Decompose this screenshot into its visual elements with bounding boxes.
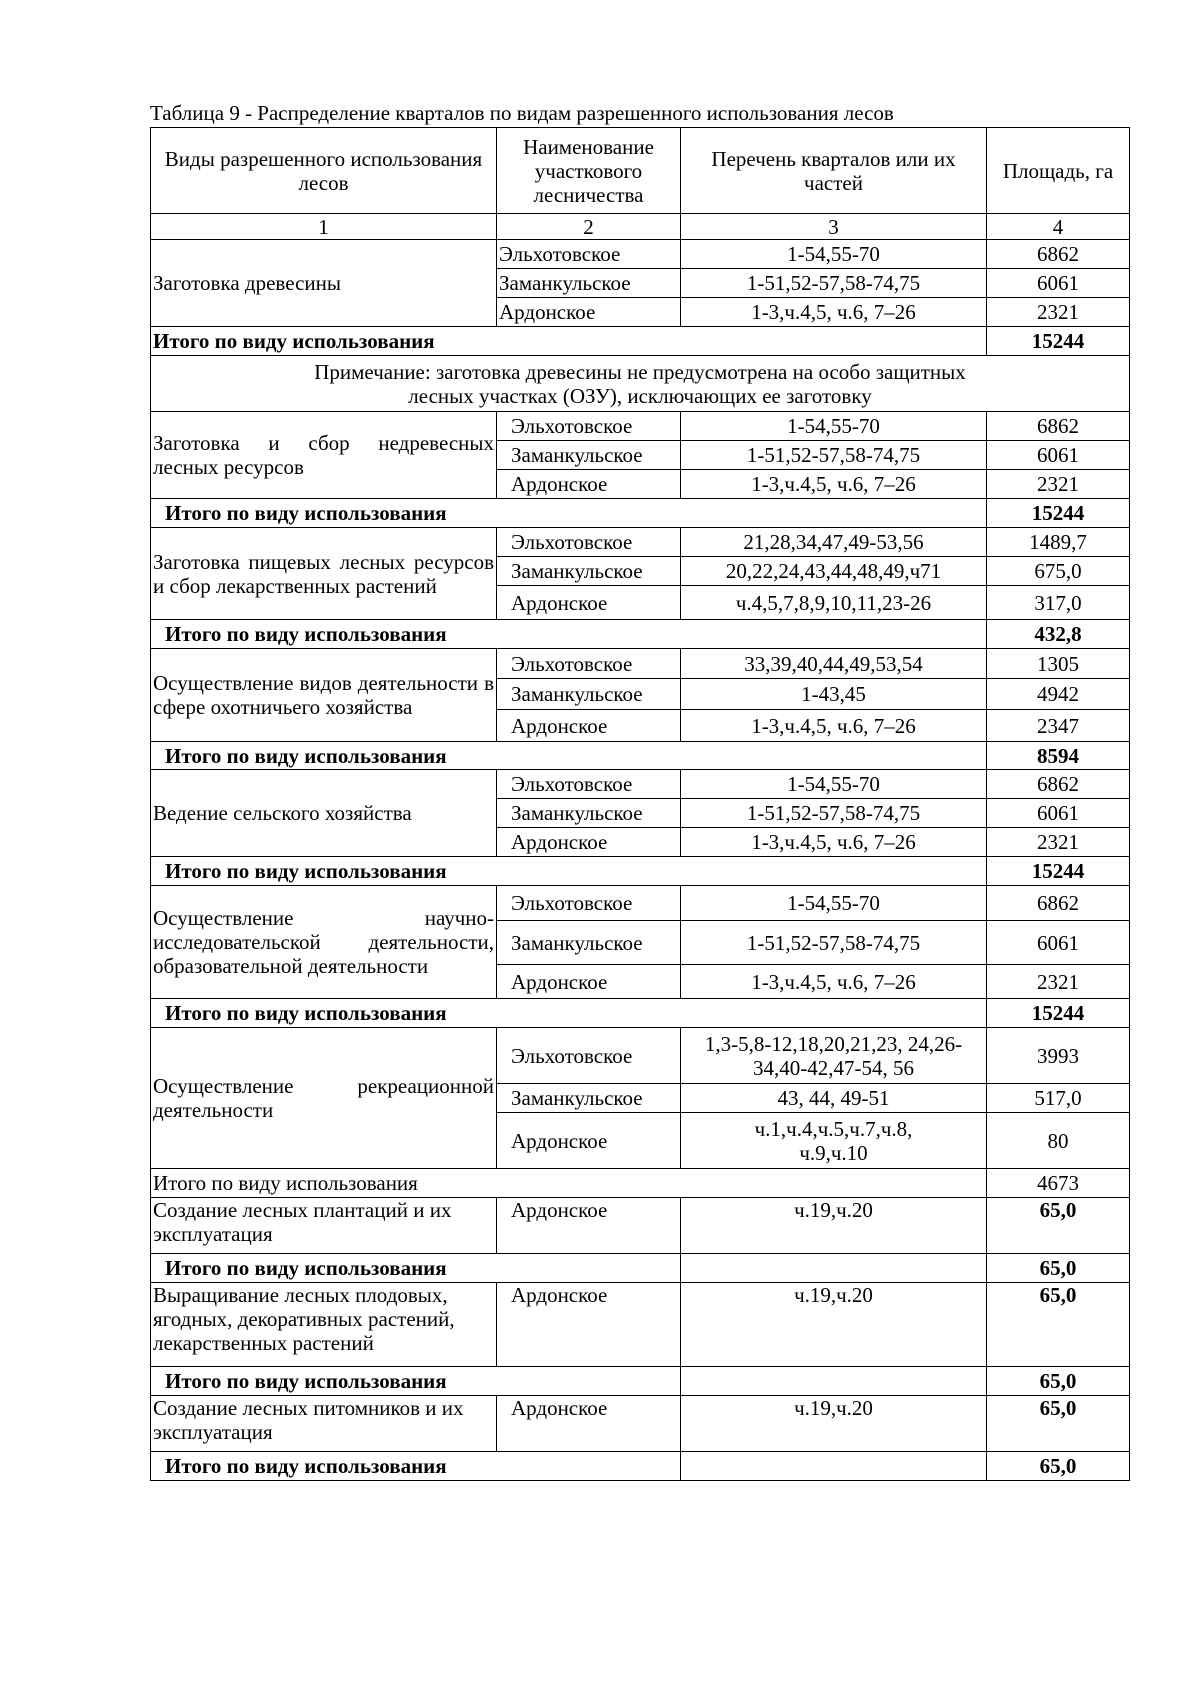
quarters-cell: 1-3,ч.4,5, ч.6, 7–26	[681, 298, 987, 327]
area-cell: 675,0	[987, 557, 1130, 586]
total-row	[151, 1169, 1130, 1198]
forestry-cell: Ардонское	[497, 710, 681, 742]
area-cell: 2321	[987, 298, 1130, 327]
empty-cell	[681, 1367, 987, 1396]
quarters-cell: 1-51,52-57,58-74,75	[681, 269, 987, 298]
header-row	[151, 128, 1130, 214]
table-row	[151, 1198, 1130, 1254]
total-row	[151, 1254, 1130, 1283]
quarters-cell: 1-43,45	[681, 679, 987, 710]
use-type-cell: Заготовка древесины	[151, 240, 497, 327]
quarters-cell: ч.19,ч.20	[681, 1283, 987, 1367]
use-type-cell: Заготовка пищевых лесных ресурсов и сбор лекарственных растений	[151, 528, 497, 620]
total-area: 65,0	[987, 1254, 1130, 1283]
area-cell: 65,0	[987, 1198, 1130, 1254]
total-label: Итого по виду использования	[151, 857, 987, 886]
area-cell: 317,0	[987, 586, 1130, 620]
area-cell: 6061	[987, 799, 1130, 828]
quarters-cell: 21,28,34,47,49-53,56	[681, 528, 987, 557]
forestry-cell: Заманкульское	[497, 1084, 681, 1113]
use-type-cell: Создание лесных питомников и их эксплуатация	[151, 1396, 497, 1452]
use-type-cell: Осуществление научно-исследовательской деятельности, образовательной деятельности	[151, 886, 497, 999]
forestry-cell: Эльхотовское	[497, 649, 681, 679]
empty-cell	[681, 1254, 987, 1283]
total-row	[151, 327, 1130, 356]
header-use-type: Виды разрешенного использования лесов	[151, 128, 497, 214]
area-cell: 2321	[987, 470, 1130, 499]
header-forestry: Наименование участкового лесничества	[497, 128, 681, 214]
area-cell: 1305	[987, 649, 1130, 679]
header-area: Площадь, га	[987, 128, 1130, 214]
total-label: Итого по виду использования	[151, 1367, 681, 1396]
area-cell: 65,0	[987, 1396, 1130, 1452]
forestry-cell: Ардонское	[497, 470, 681, 499]
forestry-cell: Заманкульское	[497, 441, 681, 470]
quarters-cell: 1-3,ч.4,5, ч.6, 7–26	[681, 710, 987, 742]
area-cell: 4942	[987, 679, 1130, 710]
table-row	[151, 412, 1130, 441]
total-row	[151, 857, 1130, 886]
total-area: 432,8	[987, 620, 1130, 649]
area-cell: 6862	[987, 770, 1130, 799]
area-cell: 2347	[987, 710, 1130, 742]
forestry-cell: Заманкульское	[497, 269, 681, 298]
total-row	[151, 1367, 1130, 1396]
area-cell: 6862	[987, 886, 1130, 921]
total-label: Итого по виду использования	[151, 999, 987, 1028]
table-row	[151, 886, 1130, 921]
note-row	[151, 356, 1130, 412]
forestry-cell: Ардонское	[497, 586, 681, 620]
area-cell: 2321	[987, 965, 1130, 999]
area-cell: 517,0	[987, 1084, 1130, 1113]
area-cell: 6061	[987, 921, 1130, 965]
table-caption: Таблица 9 - Распределение кварталов по видам разрешенного использования лесов	[150, 101, 894, 125]
quarters-cell: 43, 44, 49-51	[681, 1084, 987, 1113]
total-label: Итого по виду использования	[151, 1452, 681, 1481]
area-cell: 80	[987, 1113, 1130, 1169]
total-area: 8594	[987, 742, 1130, 770]
area-cell: 6862	[987, 240, 1130, 269]
total-area: 15244	[987, 327, 1130, 356]
quarters-cell: 1-51,52-57,58-74,75	[681, 799, 987, 828]
quarters-cell: 1-54,55-70	[681, 770, 987, 799]
forestry-cell: Эльхотовское	[497, 240, 681, 269]
total-area: 65,0	[987, 1452, 1130, 1481]
use-type-cell: Осуществление видов деятельности в сфере охотничьего хозяйства	[151, 649, 497, 742]
table-row	[151, 240, 1130, 269]
quarters-cell: 1,3-5,8-12,18,20,21,23, 24,26-34,40-42,47-54, 56	[681, 1028, 987, 1084]
quarters-cell: 1-54,55-70	[681, 886, 987, 921]
quarters-cell: 20,22,24,43,44,48,49,ч71	[681, 557, 987, 586]
forestry-cell: Ардонское	[497, 1113, 681, 1169]
quarters-cell: ч.4,5,7,8,9,10,11,23-26	[681, 586, 987, 620]
quarters-cell: 1-3,ч.4,5, ч.6, 7–26	[681, 965, 987, 999]
column-numbers-row	[151, 214, 1130, 240]
table-row	[151, 770, 1130, 799]
column-number: 1	[151, 214, 497, 240]
total-area: 15244	[987, 999, 1130, 1028]
table-row	[151, 1283, 1130, 1367]
area-cell: 2321	[987, 828, 1130, 857]
forestry-cell: Заманкульское	[497, 679, 681, 710]
quarters-cell: ч.1,ч.4,ч.5,ч.7,ч.8, ч.9,ч.10	[681, 1113, 987, 1169]
table-row	[151, 649, 1130, 679]
forestry-cell: Эльхотовское	[497, 886, 681, 921]
use-type-cell: Заготовка и сбор недревесных лесных ресурсов	[151, 412, 497, 499]
total-row	[151, 499, 1130, 528]
area-cell: 6862	[987, 412, 1130, 441]
total-label: Итого по виду использования	[151, 1254, 681, 1283]
header-quarters: Перечень кварталов или их частей	[681, 128, 987, 214]
total-area: 15244	[987, 857, 1130, 886]
forestry-cell: Эльхотовское	[497, 528, 681, 557]
table-row	[151, 1396, 1130, 1452]
total-row	[151, 1452, 1130, 1481]
quarters-cell: 1-3,ч.4,5, ч.6, 7–26	[681, 828, 987, 857]
table-row	[151, 528, 1130, 557]
quarters-cell: 33,39,40,44,49,53,54	[681, 649, 987, 679]
quarters-cell: 1-54,55-70	[681, 412, 987, 441]
forestry-cell: Заманкульское	[497, 921, 681, 965]
quarters-cell: ч.19,ч.20	[681, 1198, 987, 1254]
use-type-cell: Выращивание лесных плодовых, ягодных, декоративных растений, лекарственных растений	[151, 1283, 497, 1367]
forestry-cell: Ардонское	[497, 1283, 681, 1367]
quarters-cell: 1-3,ч.4,5, ч.6, 7–26	[681, 470, 987, 499]
quarters-cell: 1-51,52-57,58-74,75	[681, 441, 987, 470]
total-row	[151, 999, 1130, 1028]
total-area: 65,0	[987, 1367, 1130, 1396]
quarters-cell: 1-54,55-70	[681, 240, 987, 269]
table-row	[151, 1028, 1130, 1084]
total-area: 4673	[987, 1169, 1130, 1198]
forestry-cell: Эльхотовское	[497, 770, 681, 799]
total-label: Итого по виду использования	[151, 499, 987, 528]
note-text: Примечание: заготовка древесины не предусмотрена на особо защитных лесных участках (ОЗУ), исключающих ее заготовку	[151, 356, 1130, 412]
area-cell: 6061	[987, 441, 1130, 470]
total-label: Итого по виду использования	[151, 1169, 987, 1198]
area-cell: 6061	[987, 269, 1130, 298]
forestry-cell: Заманкульское	[497, 557, 681, 586]
area-cell: 65,0	[987, 1283, 1130, 1367]
use-type-cell: Создание лесных плантаций и их эксплуатация	[151, 1198, 497, 1254]
total-row	[151, 742, 1130, 770]
area-cell: 1489,7	[987, 528, 1130, 557]
forestry-cell: Заманкульское	[497, 799, 681, 828]
total-label: Итого по виду использования	[151, 327, 987, 356]
use-type-cell: Осуществление рекреационной деятельности	[151, 1028, 497, 1169]
forestry-cell: Ардонское	[497, 298, 681, 327]
column-number: 3	[681, 214, 987, 240]
total-label: Итого по виду использования	[151, 742, 987, 770]
column-number: 2	[497, 214, 681, 240]
forestry-cell: Эльхотовское	[497, 1028, 681, 1084]
total-area: 15244	[987, 499, 1130, 528]
forestry-cell: Эльхотовское	[497, 412, 681, 441]
total-label: Итого по виду использования	[151, 620, 987, 649]
total-row	[151, 620, 1130, 649]
area-cell: 3993	[987, 1028, 1130, 1084]
forestry-cell: Ардонское	[497, 828, 681, 857]
use-type-cell: Ведение сельского хозяйства	[151, 770, 497, 857]
forest-use-table	[150, 127, 1130, 1481]
empty-cell	[681, 1452, 987, 1481]
column-number: 4	[987, 214, 1130, 240]
forestry-cell: Ардонское	[497, 1396, 681, 1452]
quarters-cell: 1-51,52-57,58-74,75	[681, 921, 987, 965]
forestry-cell: Ардонское	[497, 1198, 681, 1254]
quarters-cell: ч.19,ч.20	[681, 1396, 987, 1452]
forestry-cell: Ардонское	[497, 965, 681, 999]
